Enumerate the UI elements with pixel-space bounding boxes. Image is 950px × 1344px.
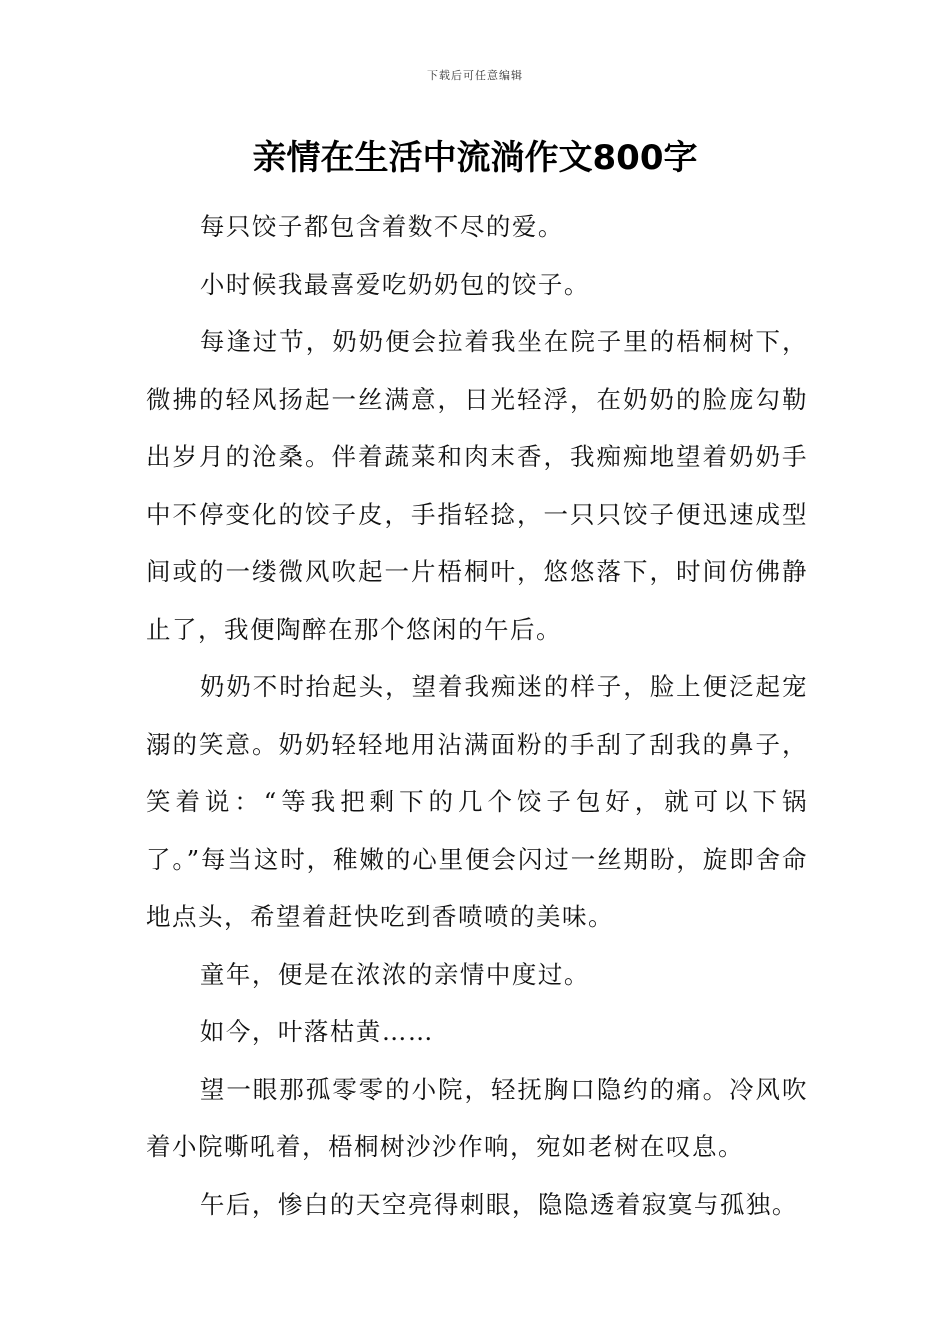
paragraph: 望一眼那孤零零的小院，轻抚胸口隐约的痛。冷风吹着小院嘶吼着，梧桐树沙沙作响，宛如老树在叹息。 (146, 1074, 808, 1161)
paragraph: 小时候我最喜爱吃奶奶包的饺子。 (199, 269, 590, 299)
paragraph: 午后，惨白的天空亮得刺眼，隐隐透着寂寞与孤独。 (199, 1189, 798, 1219)
paragraph: 奶奶不时抬起头，望着我痴迷的样子，脸上便泛起宠溺的笑意。奶奶轻轻地用沾满面粉的手刮了刮我的鼻子，笑着说：“等我把剩下的几个饺子包好，就可以下锅了。”每当这时，稚嫩的心里便会闪过一丝期盼，旋即舍命地点头，希望着赶快吃到香喷喷的美味。 (146, 672, 808, 931)
paragraph: 如今，叶落枯黄…… (199, 1017, 434, 1046)
header-note: 下载后可任意编辑 (427, 69, 523, 82)
paragraph: 每逢过节，奶奶便会拉着我坐在院子里的梧桐树下，微拂的轻风扬起一丝满意，日光轻浮，在奶奶的脸庞勾勒出岁月的沧桑。伴着蔬菜和肉末香，我痴痴地望着奶奶手中不停变化的饺子皮，手指轻捻，一只只饺子便迅速成型间或的一缕微风吹起一片梧桐叶，悠悠落下，时间仿佛静止了，我便陶醉在那个悠闲的午后。 (146, 327, 808, 644)
paragraph: 童年，便是在浓浓的亲情中度过。 (199, 959, 590, 989)
document-title: 亲情在生活中流淌作文800字 (252, 138, 698, 178)
document-body (146, 198, 808, 1233)
paragraph: 每只饺子都包含着数不尽的爱。 (199, 212, 564, 241)
